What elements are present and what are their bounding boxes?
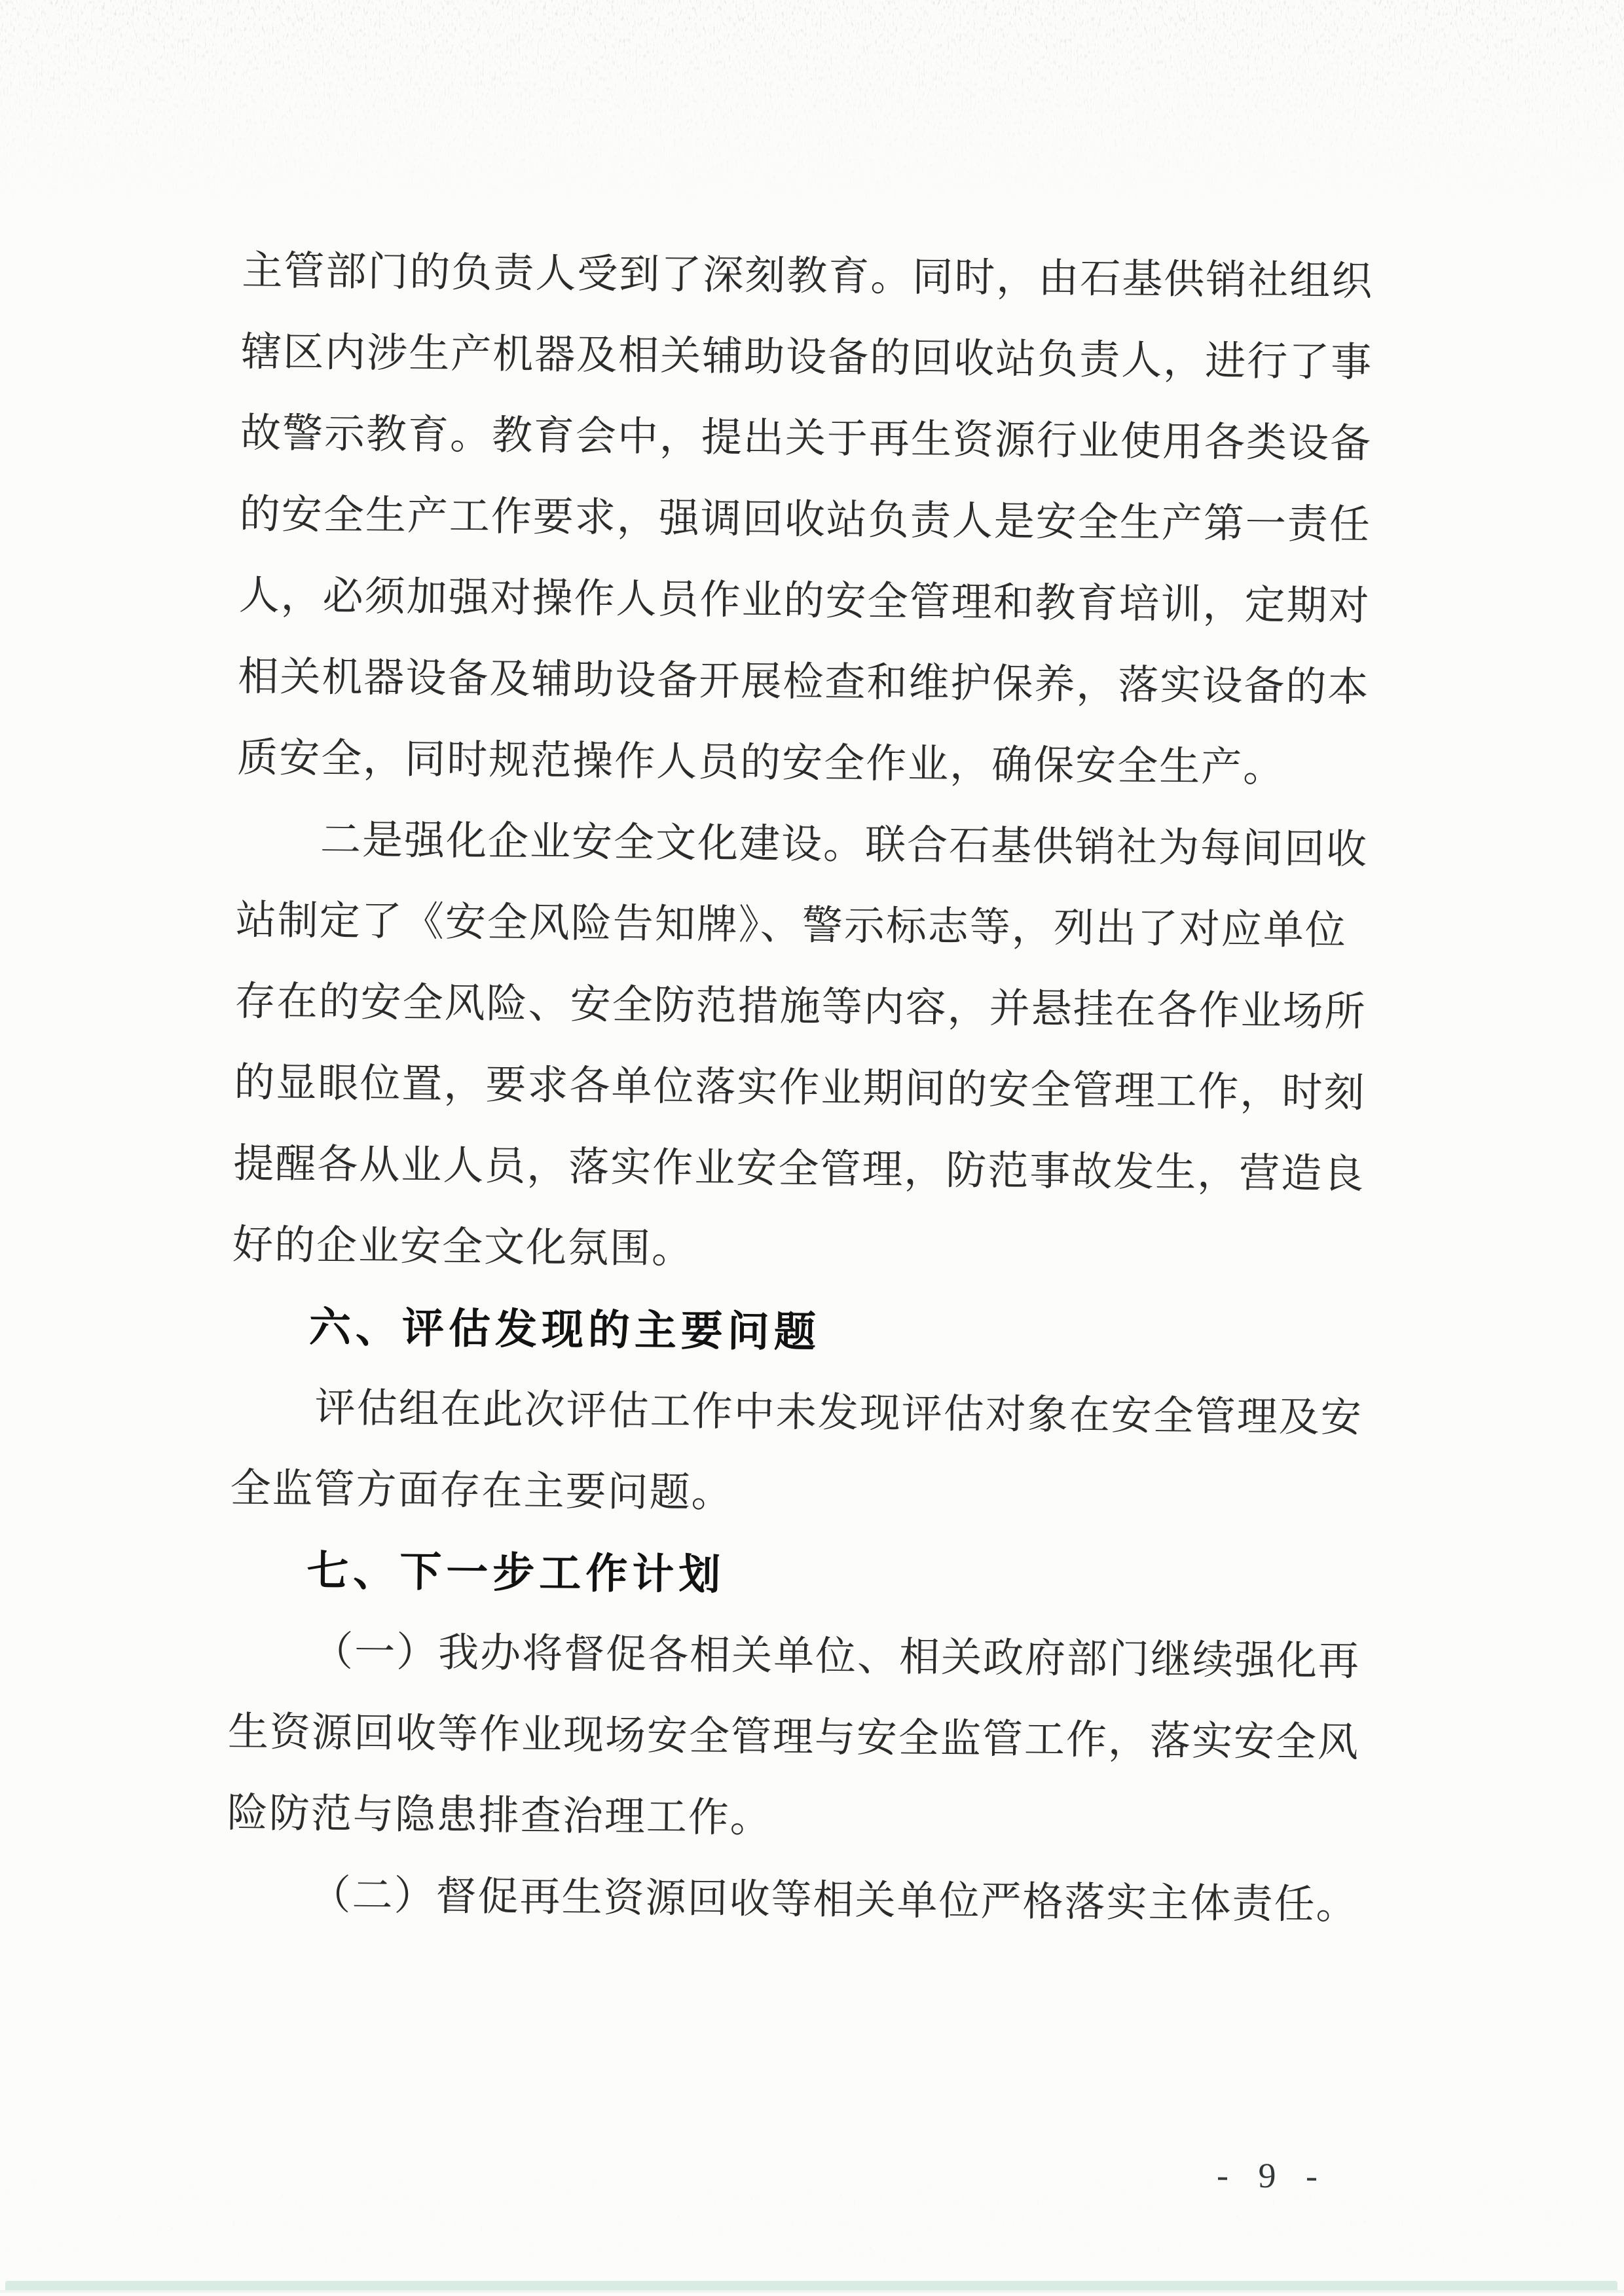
text-line: 全监管方面存在主要问题。 [230, 1466, 733, 1516]
text-line: 质安全，同时规范操作人员的安全作业，确保安全生产。 [236, 735, 1285, 791]
text-line: 生资源回收等作业现场安全管理与安全监管工作，落实安全风 [227, 1709, 1360, 1766]
text-line: 站制定了《安全风险告知牌》、警示标志等，列出了对应单位 [235, 898, 1348, 954]
text-line: 存在的安全风险、安全防范措施等内容，并悬挂在各作业场所 [234, 979, 1367, 1035]
text-line: 的安全生产工作要求，强调回收站负责人是安全生产第一责任 [239, 492, 1372, 548]
text-line: 相关机器设备及辅助设备开展检查和维护保养，落实设备的本 [238, 654, 1370, 710]
section-heading: 七、下一步工作计划 [306, 1547, 726, 1599]
text-line: 主管部门的负责人受到了深刻教育。同时，由石基供销社组织 [242, 248, 1374, 304]
text-line: 人，必须加强对操作人员作业的安全管理和教育培训，定期对 [238, 573, 1371, 629]
section-heading: 六、评估发现的主要问题 [308, 1303, 821, 1356]
text-line: （二）督促再生资源回收等相关单位严格落实主体责任。 [310, 1873, 1358, 1928]
page-number: - 9 - [1216, 2155, 1329, 2196]
text-line: 的显眼位置，要求各单位落实作业期间的安全管理工作，时刻 [234, 1060, 1366, 1116]
text-line: 评估组在此次评估工作中未发现评估对象在安全管理及安 [314, 1386, 1363, 1441]
text-line: 提醒各从业人员，落实作业安全管理，防范事故发生，营造良 [232, 1141, 1365, 1197]
text-line: 故警示教育。教育会中，提出关于再生资源行业使用各类设备 [240, 410, 1373, 467]
text-line: 二是强化企业安全文化建设。联合石基供销社为每间回收 [320, 818, 1369, 873]
scan-noise-bottom [0, 2180, 1624, 2265]
text-line: （一）我办将督促各相关单位、相关政府部门继续强化再 [312, 1630, 1361, 1685]
text-line: 好的企业安全文化氛围。 [232, 1222, 694, 1272]
text-line: 险防范与隐患排查治理工作。 [227, 1791, 773, 1841]
text-line: 辖区内涉生产机器及相关辅助设备的回收站负责人，进行了事 [240, 329, 1373, 386]
footer-scan-band-shadow [0, 2290, 1624, 2293]
text-block [226, 230, 1385, 1946]
scan-noise-top [0, 0, 1624, 216]
